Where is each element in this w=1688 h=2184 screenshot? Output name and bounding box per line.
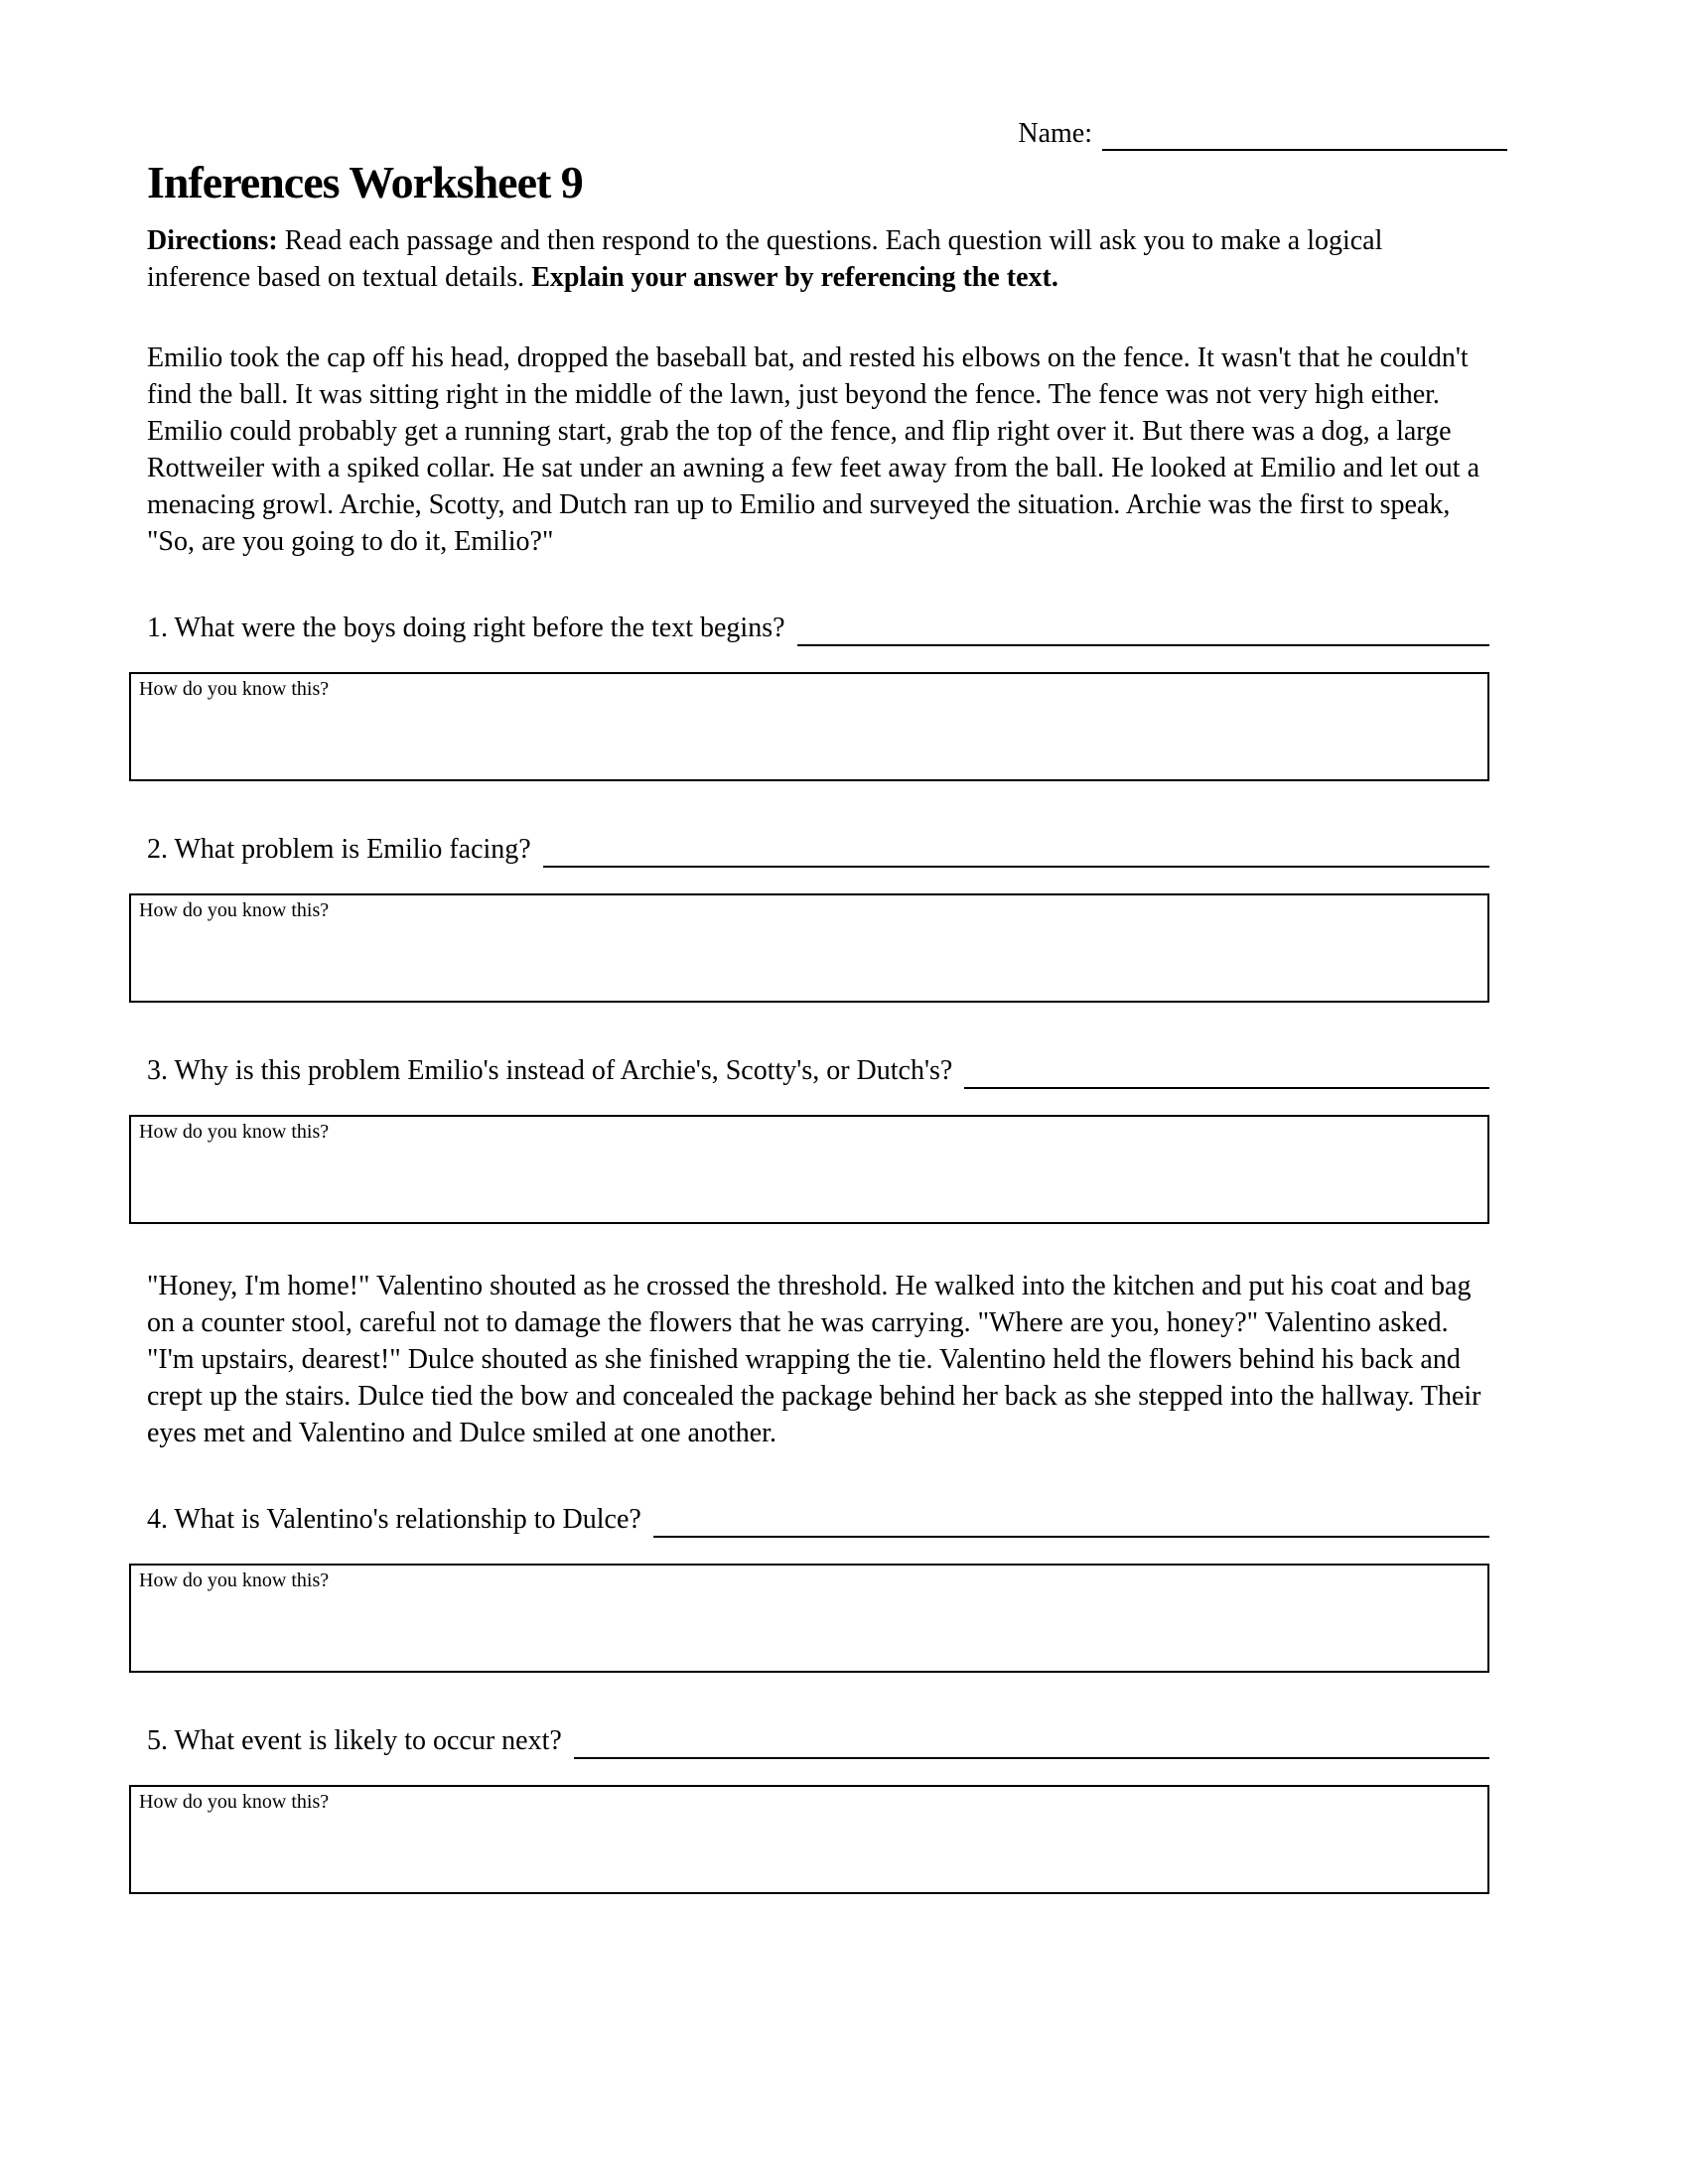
name-blank-line[interactable] [1102, 121, 1507, 151]
question-5 [147, 1722, 1489, 1759]
passage-1: Emilio took the cap off his head, dropped the baseball bat, and rested his elbows on the fence. It wasn't that he couldn't find the ball. It was sitting right in the middle of the lawn, just beyond the fence. The fence was not very high either. Emilio could probably get a running start, grab the top of the fence, and flip right over it. But there was a dog, a large Rottweiler with a spiked collar. He sat under an awning a few feet away from the ball. He looked at Emilio and let out a menacing growl. Archie, Scotty, and Dutch ran up to Emilio and surveyed the situation. Archie was the first to speak, "So, are you going to do it, Emilio?" [147, 342, 1480, 557]
answer-box-label: How do you know this? [139, 1570, 330, 1591]
name-row [147, 117, 1507, 151]
directions-emphasis: Explain your answer by referencing the text. [531, 262, 1058, 293]
name-label: Name: [1018, 118, 1092, 149]
question-3-answer-line[interactable] [964, 1059, 1489, 1089]
question-3-answer-box[interactable] [129, 1115, 1489, 1224]
question-5-answer-line[interactable] [574, 1729, 1489, 1759]
question-4-prompt: 4. What is Valentino's relationship to Dulce? [147, 1504, 641, 1535]
question-2 [147, 831, 1489, 868]
question-2-prompt: 2. What problem is Emilio facing? [147, 834, 531, 865]
question-3 [147, 1052, 1489, 1089]
question-5-answer-box[interactable] [129, 1785, 1489, 1894]
question-2-answer-line[interactable] [543, 838, 1489, 868]
answer-box-label: How do you know this? [139, 1791, 330, 1813]
question-2-answer-box[interactable] [129, 893, 1489, 1003]
page-title: Inferences Worksheet 9 [147, 157, 583, 207]
question-1-prompt: 1. What were the boys doing right before the text begins? [147, 613, 785, 643]
answer-box-label: How do you know this? [139, 899, 330, 921]
question-1 [147, 610, 1489, 646]
answer-box-label: How do you know this? [139, 678, 330, 700]
passage-2: "Honey, I'm home!" Valentino shouted as he crossed the threshold. He walked into the kitchen and put his coat and bag on a counter stool, careful not to damage the flowers that he was carrying. "Where are you, honey?" Valentino asked. "I'm upstairs, dearest!" Dulce shouted as she finished wrapping the tie. Valentino held the flowers behind his back and crept up the stairs. Dulce tied the bow and concealed the package behind her back as she stepped into the hallway. Their eyes met and Valentino and Dulce smiled at one another. [147, 1271, 1481, 1448]
question-3-prompt: 3. Why is this problem Emilio's instead of Archie's, Scotty's, or Dutch's? [147, 1055, 953, 1086]
question-4-answer-box[interactable] [129, 1564, 1489, 1673]
directions-body: Read each passage and then respond to the questions. Each question will ask you to make a logical inference based on textual details. [147, 225, 1383, 293]
question-5-prompt: 5. What event is likely to occur next? [147, 1725, 562, 1756]
directions-label: Directions: [147, 225, 278, 256]
question-4 [147, 1501, 1489, 1538]
question-1-answer-line[interactable] [797, 616, 1489, 646]
question-1-answer-box[interactable] [129, 672, 1489, 781]
directions [147, 222, 1489, 296]
answer-box-label: How do you know this? [139, 1121, 330, 1143]
question-4-answer-line[interactable] [653, 1508, 1489, 1538]
